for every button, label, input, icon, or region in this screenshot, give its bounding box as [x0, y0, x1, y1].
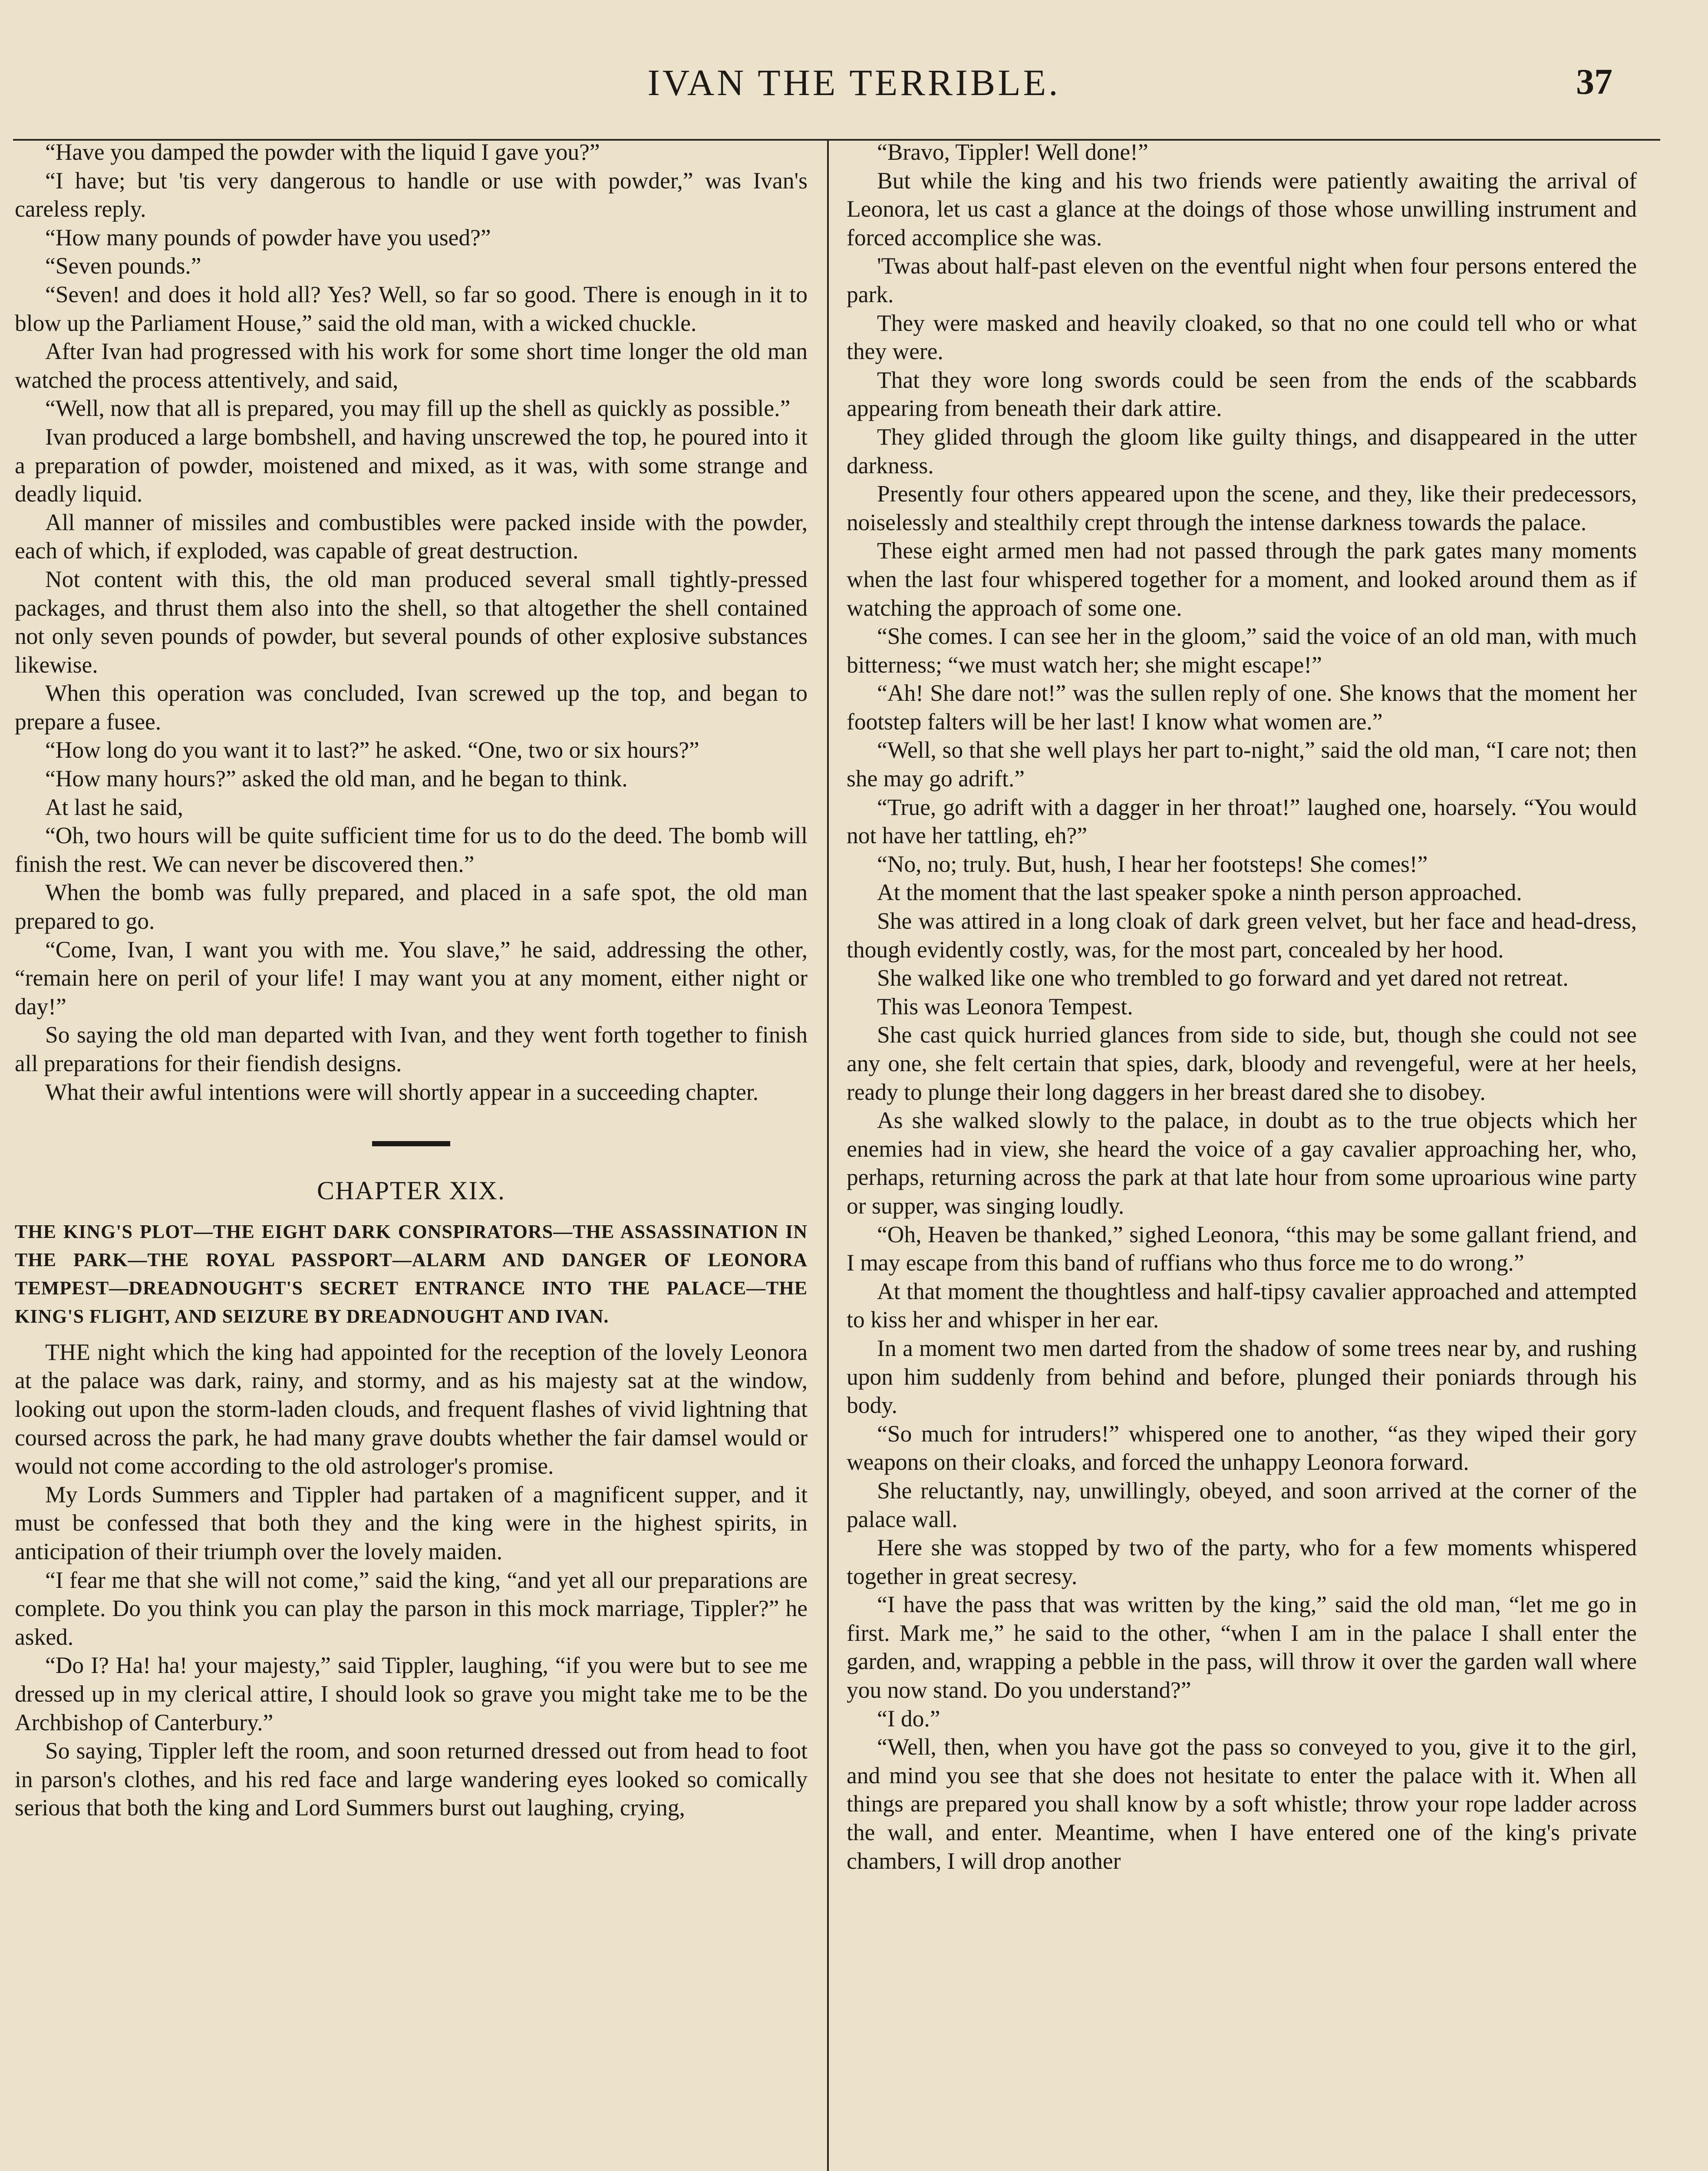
running-title: IVAN THE TERRIBLE.	[647, 62, 1061, 103]
paragraph: “I fear me that she will not come,” said the king, “and yet all our preparations are complete. Do you think you can play the parson in this mock marriage, Tippler?” he asked.	[15, 1567, 808, 1650]
paragraph: Ivan produced a large bombshell, and having unscrewed the top, he poured into it a preparation of powder, moistened and mixed, as it was, with some strange and deadly liquid.	[15, 423, 808, 507]
paragraph: She was attired in a long cloak of dark green velvet, but her face and head-dress, though evidently costly, was, for the most part, concealed by her hood.	[847, 908, 1637, 963]
paragraph: Presently four others appeared upon the scene, and they, like their predecessors, noiselessly and stealthily crept through the intense darkness towards the palace.	[847, 481, 1637, 535]
paragraph: At last he said,	[45, 794, 183, 820]
paragraph: “Seven pounds.”	[45, 253, 201, 279]
right-column	[847, 138, 1637, 2171]
paragraph: So saying, Tippler left the room, and soon returned dressed out from head to foot in parson's clothes, and his red face and large wandering eyes looked so comically serious that both the king and Lord Summers burst out laughing, crying,	[15, 1738, 808, 1821]
paragraph: “I do.”	[877, 1705, 940, 1732]
paragraph: Not content with this, the old man produced several small tightly-pressed packages, and thrust them also into the shell, so that altogether the shell contained not only seven pounds of powder, but several pounds of other explosive substances likewise.	[15, 566, 808, 678]
right-paragraphs	[847, 138, 1637, 1875]
paragraph: “Oh, Heaven be thanked,” sighed Leonora, “this may be some gallant friend, and I may escape from this band of ruffians who thus force me to do wrong.”	[847, 1221, 1637, 1276]
paragraph: All manner of missiles and combustibles were packed inside with the powder, each of which, if exploded, was capable of great destruction.	[15, 509, 808, 564]
paragraph: “Well, then, when you have got the pass so conveyed to you, give it to the girl, and mind you see that she does not hesitate to enter the palace with it. When all things are prepared you shall know by a soft whistle; throw your rope ladder across the wall, and enter. Meantime, when I have entered one of the king's private chambers, I will drop another	[847, 1734, 1637, 1874]
paragraph: “Seven! and does it hold all? Yes? Well, so far so good. There is enough in it to blow up the Parliament House,” said the old man, with a wicked chuckle.	[15, 281, 808, 336]
paragraph: “Have you damped the powder with the liquid I gave you?”	[45, 139, 600, 165]
paragraph: THE night which the king had appointed for the reception of the lovely Leonora at the palace was dark, rainy, and stormy, and as his majesty sat at the window, looking out upon the storm-laden clouds, and frequent flashes of vivid lightning that coursed across the park, he had many grave doubts whether the fair damsel would or would not come according to the old astrologer's promise.	[15, 1339, 808, 1479]
paragraph: In a moment two men darted from the shadow of some trees near by, and rushing upon him suddenly from behind and before, plunged their poniards through his body.	[847, 1335, 1637, 1419]
chapter-title: CHAPTER XIX.	[317, 1176, 505, 1205]
paragraph: After Ivan had progressed with his work for some short time longer the old man watched the process attentively, and said,	[15, 338, 808, 393]
paragraph: “Bravo, Tippler! Well done!”	[877, 139, 1148, 165]
paragraph: She walked like one who trembled to go forward and yet dared not retreat.	[877, 965, 1569, 991]
paragraph: These eight armed men had not passed through the park gates many moments when the last four whispered together for a moment, and looked around them as if watching the approach of some one.	[847, 538, 1637, 621]
paragraph: “Oh, two hours will be quite sufficient time for us to do the deed. The bomb will finish the rest. We can never be discovered then.”	[15, 822, 808, 877]
paragraph: “How many pounds of powder have you used?”	[45, 224, 491, 251]
paragraph: Here she was stopped by two of the party, who for a few moments whispered together in great secresy.	[847, 1534, 1637, 1589]
paragraph: “Do I? Ha! ha! your majesty,” said Tippler, laughing, “if you were but to see me dressed up in my clerical attire, I should look so grave you might take me to be the Archbishop of Canterbury.”	[15, 1652, 808, 1735]
paragraph: “Ah! She dare not!” was the sullen reply of one. She knows that the moment her footstep falters will be her last! I know what women are.”	[847, 680, 1637, 735]
page-header	[0, 56, 1708, 117]
paragraph: They glided through the gloom like guilty things, and disappeared in the utter darkness.	[847, 423, 1637, 478]
left-paragraphs-before	[15, 138, 808, 1106]
paragraph: When the bomb was fully prepared, and placed in a safe spot, the old man prepared to go.	[15, 879, 808, 934]
left-paragraphs-after	[15, 1338, 808, 1822]
left-column	[15, 138, 808, 2171]
paragraph: “How long do you want it to last?” he asked. “One, two or six hours?”	[45, 737, 699, 763]
paragraph: “Well, now that all is prepared, you may fill up the shell as quickly as possible.”	[45, 395, 791, 422]
paragraph: As she walked slowly to the palace, in doubt as to the true objects which her enemies had in view, she heard the voice of a gay cavalier approaching her, who, perhaps, returning across the park at that late hour from some uproarious wine party or supper, was singing loudly.	[847, 1107, 1637, 1219]
section-divider	[372, 1141, 450, 1146]
paragraph: What their awful intentions were will shortly appear in a succeeding chapter.	[45, 1079, 759, 1105]
paragraph: “How many hours?” asked the old man, and he began to think.	[45, 765, 628, 792]
paragraph: “Come, Ivan, I want you with me. You slave,” he said, addressing the other, “remain here on peril of your life! I may want you at any moment, either night or day!”	[15, 936, 808, 1020]
column-divider	[827, 139, 829, 2171]
paragraph: “Well, so that she well plays her part to-night,” said the old man, “I care not; then she may go adrift.”	[847, 737, 1637, 792]
paragraph: So saying the old man departed with Ivan, and they went forth together to finish all preparations for their fiendish designs.	[15, 1022, 808, 1076]
paragraph: At that moment the thoughtless and half-tipsy cavalier approached and attempted to kiss her and whisper in her ear.	[847, 1278, 1637, 1333]
page-number: 37	[1576, 62, 1612, 102]
paragraph: She cast quick hurried glances from side to side, but, though she could not see any one, she felt certain that spies, dark, bloody and revengeful, were at her heels, ready to plunge their long daggers in her breast dared she to disobey.	[847, 1022, 1637, 1105]
paragraph: “So much for intruders!” whispered one to another, “as they wiped their gory weapons on their cloaks, and forced the unhappy Leonora forward.	[847, 1420, 1637, 1475]
paragraph: “True, go adrift with a dagger in her throat!” laughed one, hoarsely. “You would not have her tattling, eh?”	[847, 794, 1637, 849]
paragraph: She reluctantly, nay, unwillingly, obeyed, and soon arrived at the corner of the palace wall.	[847, 1477, 1637, 1532]
paragraph: They were masked and heavily cloaked, so that no one could tell who or what they were.	[847, 310, 1637, 365]
paragraph: When this operation was concluded, Ivan screwed up the top, and began to prepare a fusee.	[15, 680, 808, 735]
paragraph: My Lords Summers and Tippler had partaken of a magnificent supper, and it must be confessed that both they and the king were in the highest spirits, in anticipation of their triumph over the lovely maiden.	[15, 1481, 808, 1564]
paragraph: That they wore long swords could be seen from the ends of the scabbards appearing from beneath their dark attire.	[847, 366, 1637, 422]
paragraph: But while the king and his two friends were patiently awaiting the arrival of Leonora, let us cast a glance at the doings of those whose unwilling instrument and forced accomplice she was.	[847, 167, 1637, 251]
paragraph: “I have; but 'tis very dangerous to handle or use with powder,” was Ivan's careless reply.	[15, 167, 808, 222]
paragraph: This was Leonora Tempest.	[877, 993, 1133, 1020]
paragraph: At the moment that the last speaker spoke a ninth person approached.	[877, 879, 1522, 906]
paragraph: 'Twas about half-past eleven on the eventful night when four persons entered the park.	[847, 253, 1637, 307]
paragraph: “I have the pass that was written by the king,” said the old man, “let me go in first. Mark me,” he said to the other, “when I am in the palace I shall enter the garden, and, wrapping a pebble in the pass, will throw it over the garden wall where you now stand. Do you understand?”	[847, 1591, 1637, 1703]
paragraph: “She comes. I can see her in the gloom,” said the voice of an old man, with much bitterness; “we must watch her; she might escape!”	[847, 623, 1637, 678]
chapter-summary: THE KING'S PLOT—THE EIGHT DARK CONSPIRATORS—THE ASSASSINATION IN THE PARK—THE ROYAL PASSPORT—ALARM AND DANGER OF LEONORA TEMPEST—DREADNOUGHT'S SECRET ENTRANCE INTO THE PALACE—THE KING'S FLIGHT, AND SEIZURE BY DREADNOUGHT AND IVAN.	[15, 1221, 808, 1327]
paragraph: “No, no; truly. But, hush, I hear her footsteps! She comes!”	[877, 851, 1428, 877]
